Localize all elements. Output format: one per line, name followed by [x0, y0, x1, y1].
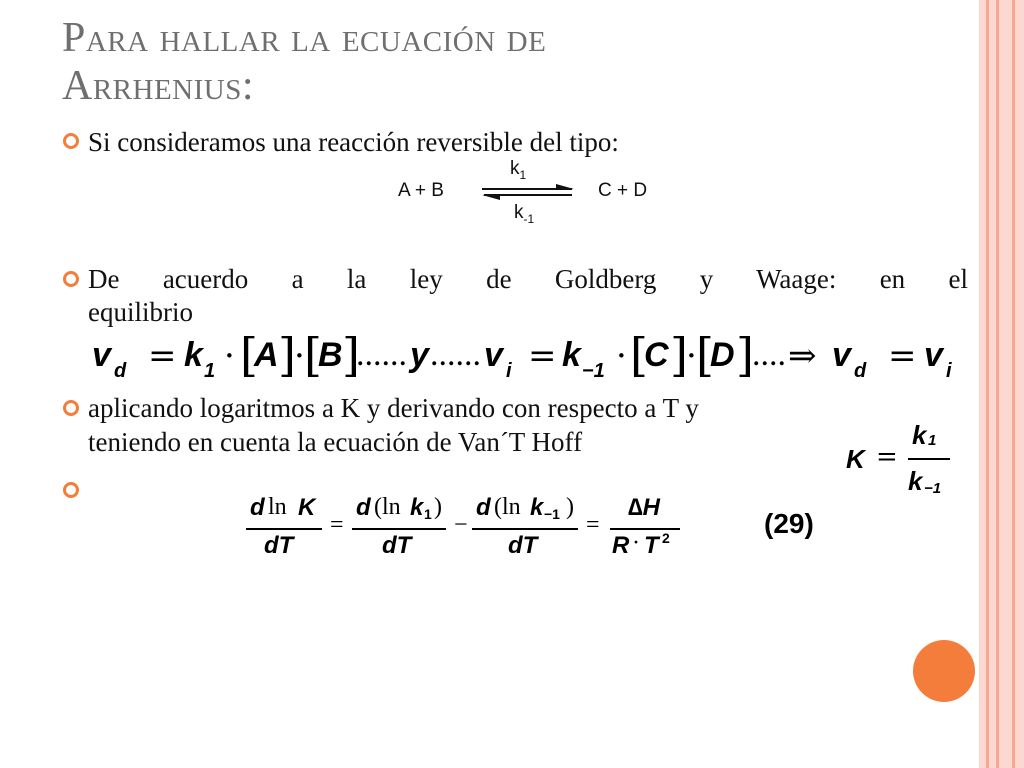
border-line — [996, 0, 999, 768]
k-forward-subscript: 1 — [519, 167, 527, 182]
eq-symbol: A — [254, 336, 279, 374]
eq-dots: ...... — [356, 336, 407, 373]
eq-operator: = — [148, 336, 177, 376]
eq2-symbol: dT — [508, 532, 538, 559]
eq-operator: · — [686, 336, 697, 376]
eq2-text: ) — [566, 494, 574, 520]
orange-circle — [913, 640, 975, 702]
title-line-2: Arrhenius: — [62, 63, 255, 109]
equilibrium-rate-equation — [92, 328, 962, 386]
eq2-symbol: d — [250, 494, 265, 521]
eq-dots: .... — [752, 336, 786, 373]
frac-operator: = — [876, 442, 898, 472]
eq2-operator: − — [454, 512, 468, 538]
equation-number: (29) — [764, 508, 814, 539]
k-reverse-subscript: -1 — [523, 211, 535, 226]
fraction-bar — [246, 528, 322, 530]
eq-symbol: D — [710, 336, 735, 374]
eq2-symbol: ∆H — [628, 494, 661, 521]
eq-operator: = — [888, 336, 917, 376]
eq2-text: ) — [434, 494, 442, 520]
eq-symbol: y — [410, 336, 429, 374]
eq-bracket: ] — [736, 328, 754, 382]
eq-subscript: d — [114, 360, 127, 382]
eq2-symbol: R — [612, 532, 630, 559]
eq2-symbol: T — [644, 532, 659, 559]
eq2-operator: = — [586, 512, 600, 538]
eq2-subscript: 1 — [424, 506, 432, 522]
frac-denominator: k — [908, 466, 923, 496]
title-line-1: Para hallar la ecuación de — [62, 15, 547, 61]
eq-subscript: d — [854, 360, 867, 382]
eq-bracket: [ — [240, 328, 258, 382]
eq-bracket: ] — [278, 328, 296, 382]
reactants: A + B — [398, 180, 444, 201]
eq-bracket: ] — [342, 328, 360, 382]
eq-operator: = — [528, 336, 557, 376]
k-forward-symbol: k — [510, 158, 520, 179]
bullet-icon — [62, 132, 80, 150]
eq2-subscript: −1 — [544, 506, 560, 522]
eq-bracket: [ — [630, 328, 648, 382]
frac-subscript: −1 — [924, 480, 942, 497]
eq-operator: · — [224, 336, 235, 376]
eq2-operator: · — [632, 530, 640, 556]
eq-symbol: C — [644, 336, 669, 374]
eq2-text: (ln — [374, 494, 401, 520]
reaction-scheme — [398, 158, 678, 228]
eq-symbol: k — [562, 336, 581, 374]
equilibrium-arrows-icon — [478, 180, 578, 204]
eq2-symbol: d — [356, 494, 371, 521]
bullet-text: Si consideramos una reacción reversible del tipo: — [88, 127, 619, 157]
eq2-symbol: dT — [382, 532, 412, 559]
eq2-symbol: K — [298, 494, 316, 521]
bullet-text: aplicando logaritmos a K y derivando con respecto a T y — [88, 393, 699, 423]
implies-icon: ⇒ — [788, 336, 817, 376]
bullet-icon — [62, 399, 80, 417]
frac-numerator: k — [912, 420, 927, 450]
eq-symbol: v — [484, 336, 503, 374]
k-reverse-symbol: k — [514, 202, 524, 223]
frac-symbol: K — [846, 444, 865, 474]
eq-operator: · — [616, 336, 627, 376]
bullet-icon — [62, 270, 80, 288]
fraction-bar — [472, 528, 578, 530]
bullet-icon — [62, 481, 80, 499]
eq2-superscript: 2 — [662, 530, 670, 546]
bullet-text: De acuerdo a la ley de Goldberg y Waage: en el — [88, 264, 968, 294]
bullet-text-continuation: equilibrio — [88, 297, 193, 327]
eq-symbol: B — [318, 336, 343, 374]
eq-bracket: [ — [696, 328, 714, 382]
eq-symbol: k — [184, 336, 203, 374]
eq-bracket: ] — [670, 328, 688, 382]
eq-dots: ...... — [430, 336, 481, 373]
eq-symbol: v — [832, 336, 851, 374]
slide-title — [62, 14, 942, 110]
fraction-bar — [352, 528, 446, 530]
eq2-symbol: k — [530, 494, 544, 521]
frac-subscript: 1 — [928, 432, 937, 449]
eq-subscript: i — [506, 360, 512, 382]
eq2-symbol: dT — [264, 532, 294, 559]
eq2-symbol: k — [410, 494, 424, 521]
vant-hoff-equation — [246, 490, 706, 570]
fraction-bar — [908, 458, 950, 460]
equilibrium-constant-fraction — [846, 420, 956, 500]
products: C + D — [598, 180, 648, 201]
eq-subscript: 1 — [204, 360, 216, 382]
eq-bracket: [ — [304, 328, 322, 382]
eq2-symbol: d — [476, 494, 491, 521]
eq-symbol: v — [92, 336, 111, 374]
bullet-text-continuation: teniendo en cuenta la ecuación de Van´T Hoff — [88, 427, 583, 457]
eq2-operator: = — [330, 512, 344, 538]
border-line — [986, 0, 989, 768]
eq-operator: · — [294, 336, 305, 376]
eq-symbol: v — [924, 336, 943, 374]
k-reverse — [514, 202, 534, 226]
eq-subscript: −1 — [582, 360, 605, 382]
eq-subscript: i — [946, 360, 952, 382]
border-line — [1012, 0, 1015, 768]
eq2-text: (ln — [494, 494, 521, 520]
k-forward — [510, 158, 526, 182]
eq2-text: ln — [268, 494, 287, 520]
